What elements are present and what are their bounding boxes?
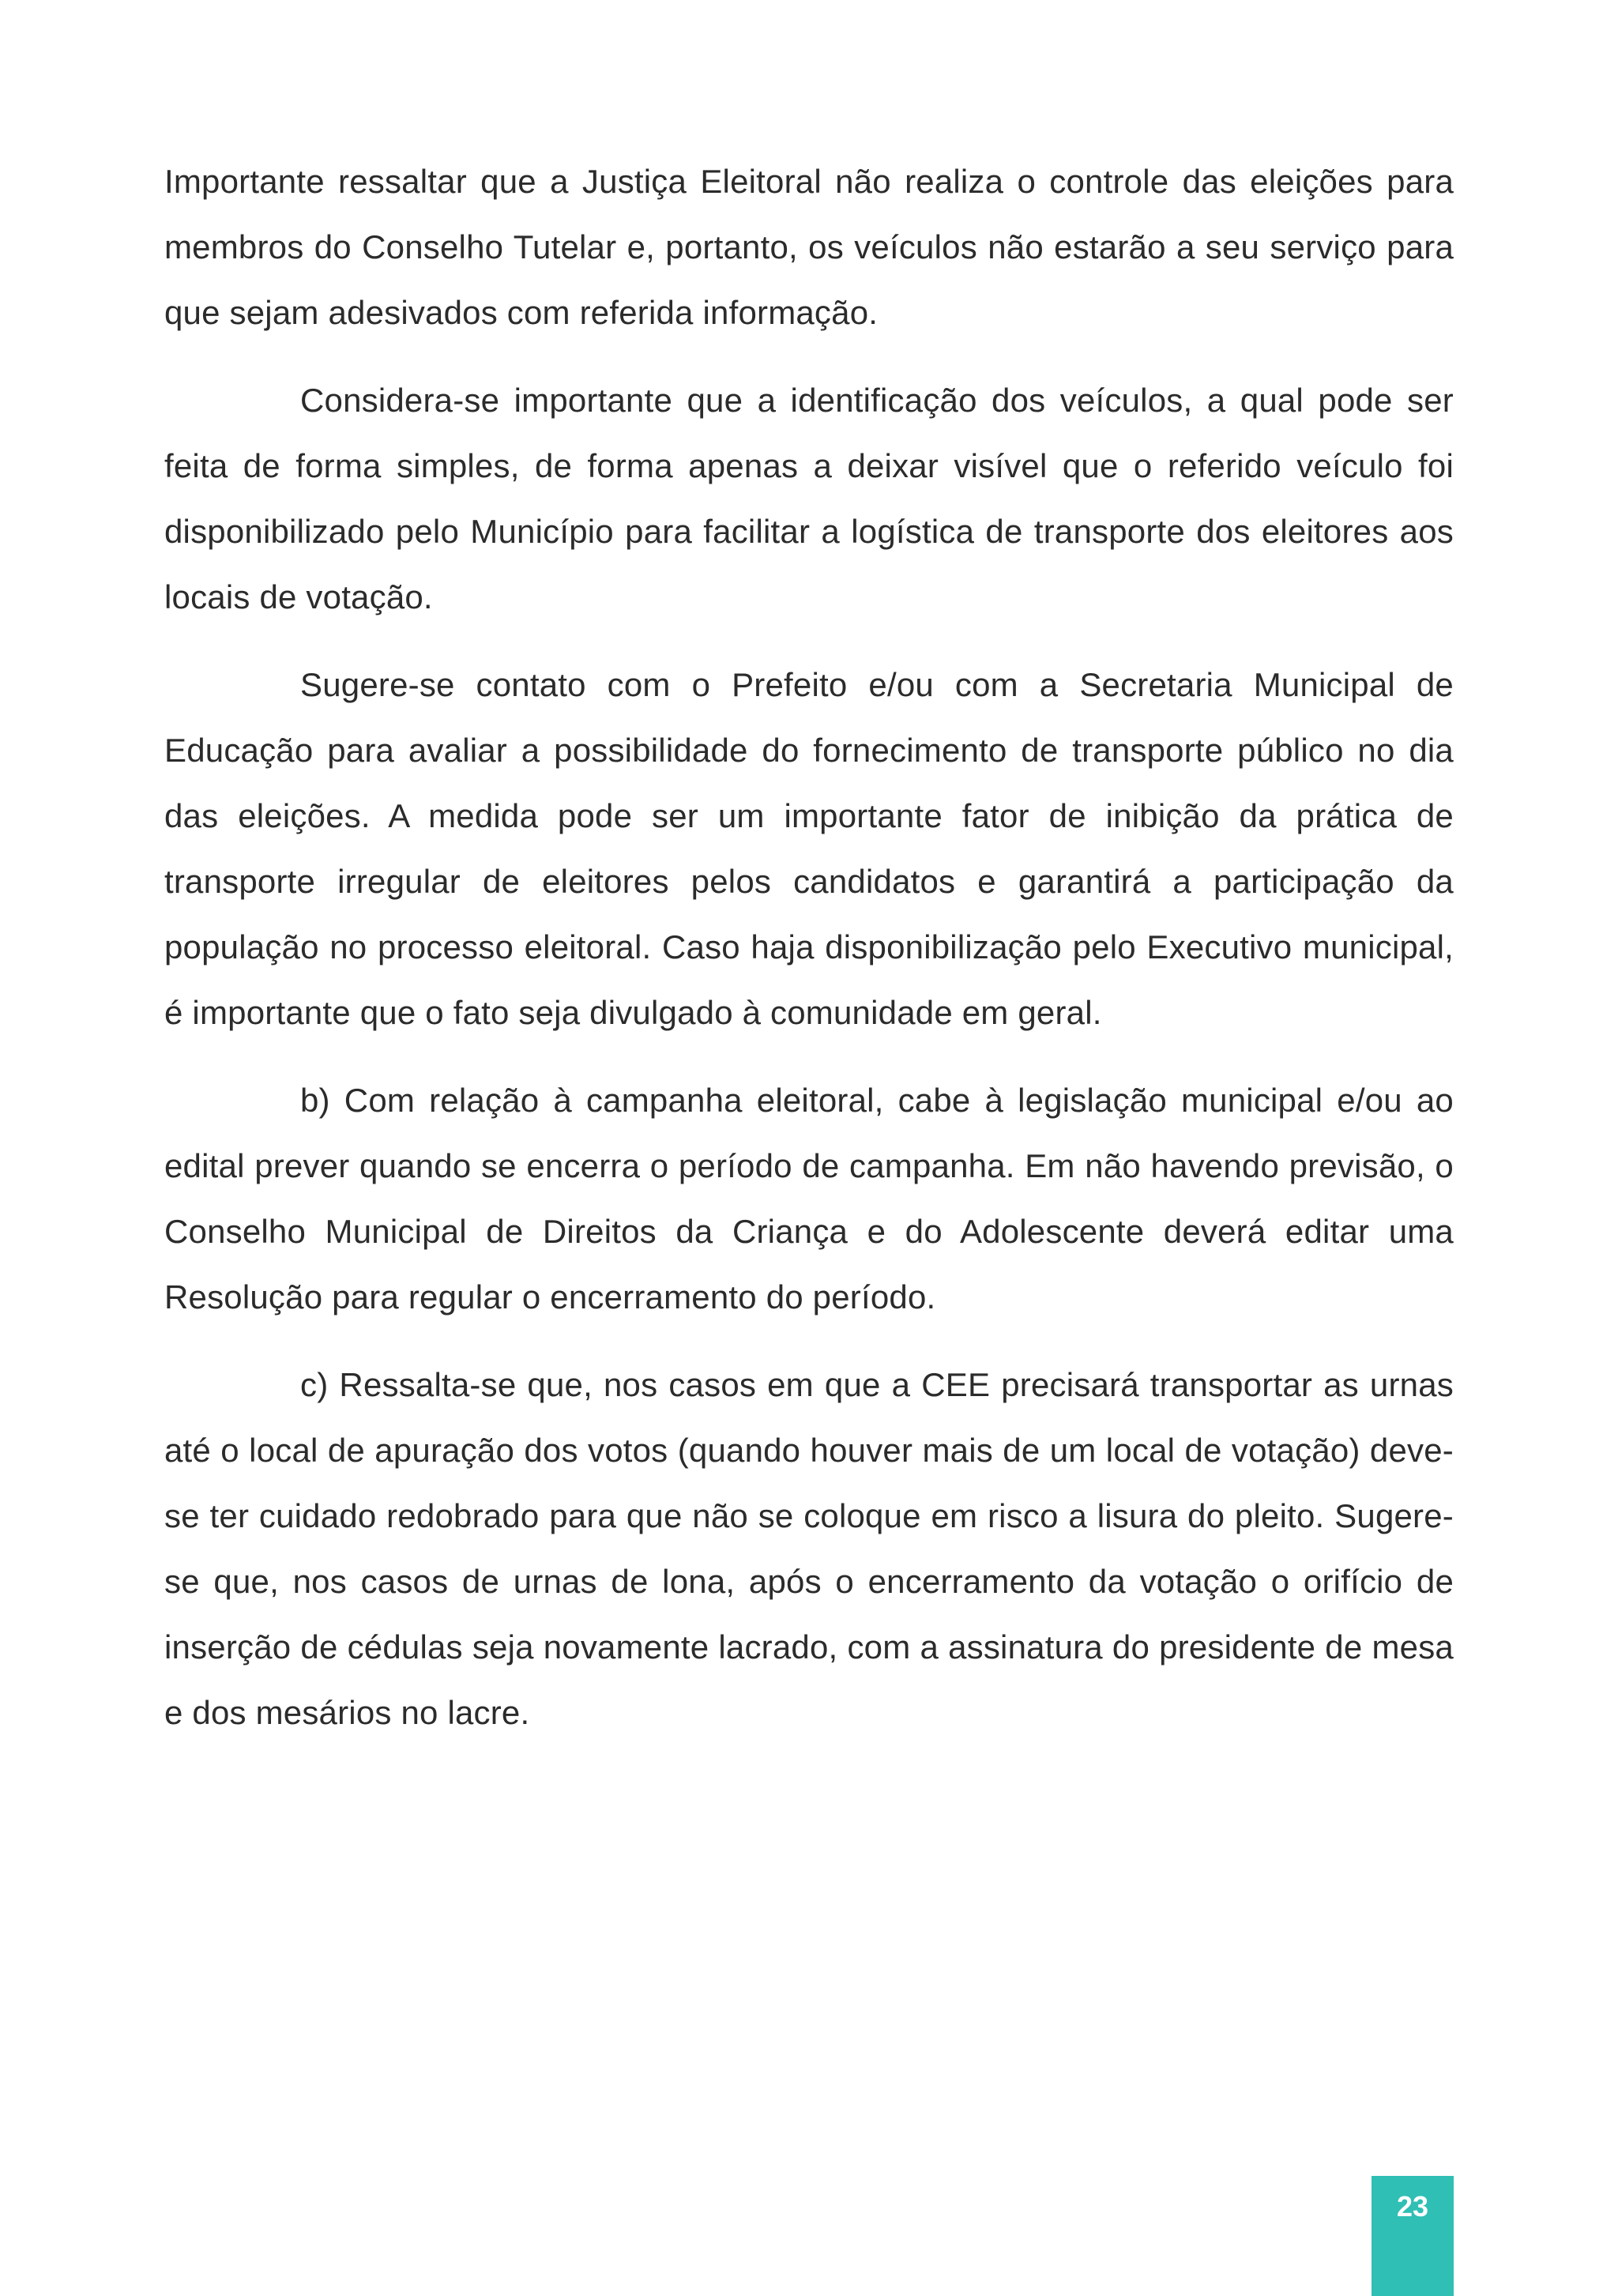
paragraph-4: b) Com relação à campanha eleitoral, cabe à legislação municipal e/ou ao edital prever quando se encerra o período de campanha. Em não havendo previsão, o Conselho Municipal de Direitos da Criança e do Adolescente deverá editar uma Resolução para regular o encerramento do período. (164, 1082, 1454, 1315)
page-number-box (1372, 2176, 1454, 2296)
body-text (164, 149, 1454, 1767)
paragraph-2: Considera-se importante que a identificação dos veículos, a qual pode ser feita de forma simples, de forma apenas a deixar visível que o referido veículo foi disponibilizado pelo Município para facilitar a logística de transporte dos eleitores aos locais de votação. (164, 382, 1454, 615)
paragraph-3: Sugere-se contato com o Prefeito e/ou com a Secretaria Municipal de Educação para avaliar a possibilidade do fornecimento de transporte público no dia das eleições. A medida pode ser um importante fator de inibição da prática de transporte irregular de eleitores pelos candidatos e garantirá a participação da população no processo eleitoral. Caso haja disponibilização pelo Executivo municipal, é importante que o fato seja divulgado à comunidade em geral. (164, 666, 1454, 1031)
page-number: 23 (1396, 2190, 1429, 2223)
paragraph-5: c) Ressalta-se que, nos casos em que a CEE precisará transportar as urnas até o local de apuração dos votos (quando houver mais de um local de votação) deve-se ter cuidado redobrado para que não se coloque em risco a lisura do pleito. Sugere-se que, nos casos de urnas de lona, após o encerramento da votação o orifício de inserção de cédulas seja novamente lacrado, com a assinatura do presidente de mesa e dos mesários no lacre. (164, 1366, 1454, 1731)
paragraph-1: Importante ressaltar que a Justiça Eleitoral não realiza o controle das eleições para membros do Conselho Tutelar e, portanto, os veículos não estarão a seu serviço para que sejam adesivados com referida informação. (164, 163, 1454, 331)
